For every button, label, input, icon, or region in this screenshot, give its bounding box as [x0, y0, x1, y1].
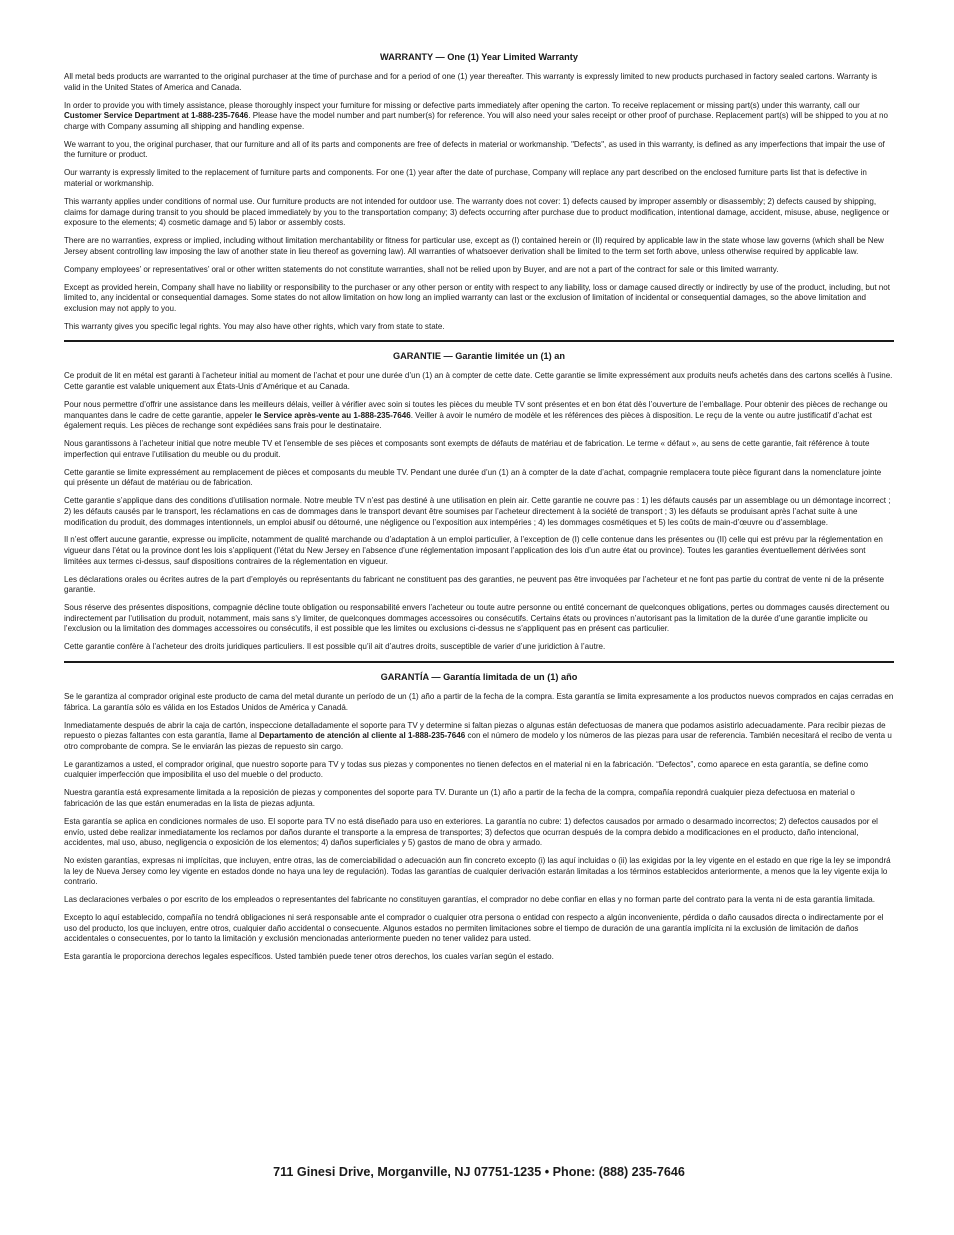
paragraph-coverage: All metal beds products are warranted to the original purchaser at the time of purchase and for a period of one (1) year thereafter. This warranty is expressly limited to new products purchased in factory sealed cartons. Warranty is valid in the United States of America and Canada.	[64, 72, 878, 92]
section-divider	[64, 661, 894, 663]
paragraph-coverage: Se le garantiza al comprador original este producto de cama del metal durante un período de un (1) año a partir de la fecha de la compra. Esta garantía se limita expresamente a los productos nuevos comprados en cajas cerradas en fábrica. La garantía sólo es válida en los Estados Unidos de América y Canadá.	[64, 692, 894, 712]
paragraph-defects: We warrant to you, the original purchaser, that our furniture and all of its parts and components are free of defects in material or workmanship. "Defects", as used in this warranty, is defined as any imperfections that impair the use of the furniture or product.	[64, 139, 885, 160]
paragraph-assistance: In order to provide you with timely assistance, please thoroughly inspect your furniture for missing or defective parts immediately after opening the carton. To receive replacement or missing part(s) under this warranty, call our Customer Service Department at 1-888-235-7646. Please have the model number and part number(s) for reference. You will also need your sales receipt or other proof of purchase. Replacement part(s) will be shipped to you at no charge with Company assuming all shipping and handling expense.	[64, 100, 888, 131]
warranty-section-spanish	[64, 672, 894, 963]
paragraph-defects: Le garantizamos a usted, el comprador original, que nuestro soporte para TV y todas sus piezas y componentes no tienen defectos en el material ni en la fabricación. “Defectos”, como aparece en esta garantía, se define como cualquier imperfección que imposibilita el uso del mueble o del producto.	[64, 759, 869, 780]
paragraph-statements: Company employees’ or representatives’ oral or other written statements do not constitute warranties, shall not be relied upon by Buyer, and are not a part of the contract for sale or this limited warranty.	[64, 264, 779, 274]
paragraph-exclusions: Esta garantía se aplica en condiciones normales de uso. El soporte para TV no está diseñado para uso en exteriores. La garantía no cubre: 1) defectos causados por armado o desarmado incorrectos; 2) defectos causados por el envío, usted debe realizar inmediatamente los reclamos por daños durante el transporte a la empresa de transportes; 3) defectos que ocurran después de la compra debido a modificaciones en el producto, daño intencional, accidentes, mal uso, abuso, negligencia o exposición de los elementos; 4) daños superficiales y 5) gastos de mano de obra y armado.	[64, 816, 878, 848]
paragraph-replacement: Cette garantie se limite expressément au remplacement de pièces et composants du meuble TV. Pendant une durée d’un (1) an à compter de la date d’achat, compagnie remplacera toute pièce figurant dans la nomenclature jointe qui présente un défaut de matériau ou de fabrication.	[64, 467, 882, 488]
paragraph-legal-rights: Esta garantía le proporciona derechos legales específicos. Usted también puede tener otros derechos, los cuales varían según el estado.	[64, 952, 554, 962]
paragraph-liability: Sous réserve des présentes dispositions, compagnie décline toute obligation ou responsabilité envers l’acheteur ou toute autre personne ou entité concernant de quelconques obligations, pertes ou dommages causés directement ou indirectement par l’utilisation du produit, notamment, mais sans s’y limiter, de quelconques dommages accessoires ou consécutifs. Certains états ou provinces n’autorisant pas la limitation de la durée d’une garantie implicite ou l’exclusion ou la limitation des dommages accessoires ou consécutifs, il est possible que les limites ou exclusions ci-dessus ne s’appliquent pas en présent cas particulier.	[64, 603, 890, 634]
company-address-footer: 711 Ginesi Drive, Morganville, NJ 07751-1235 • Phone: (888) 235-7646	[273, 1165, 685, 1179]
paragraph-liability: Except as provided herein, Company shall have no liability or responsibility to the purchaser or any other person or entity with respect to any liability, loss or damage caused directly or indirectly by use of the product, including, but not limited to, any incidental or consequential damages. Some states do not allow limitation on how long an implied warranty can last or the exclusion of limitation of incidental or consequential damages, so the above limitation and exclusion may not apply to you.	[64, 282, 890, 313]
paragraph-statements: Les déclarations orales ou écrites autres de la part d’employés ou représentants du fabricant ne constituent pas des garanties, ne peuvent pas être invoquées par l’acheteur et ne font pas partie du contrat de vente ni de la présente garantie.	[64, 574, 884, 595]
paragraph-liability: Excepto lo aquí establecido, compañía no tendrá obligaciones ni será responsable ante el comprador o cualquier otra persona o entidad con respecto a algún inconveniente, pérdida o daño causados directa o indirectamente por el uso del producto, los que incluyen, entre otros, cualquier daño accidental o consecuente. Algunos estados no permiten limitaciones sobre el tiempo de duración de una garantía implícita ni la exclusión de limitación de daños accidentales o consecuentes, por lo tanto la limitación y exclusión mencionadas anteriormente pueden no tener validez para usted.	[64, 913, 884, 944]
paragraph-replacement: Nuestra garantía está expresamente limitada a la reposición de piezas y componentes del soporte para TV. Durante un (1) año a partir de la fecha de la compra, compañía repondrá cualquier pieza defectuosa en material o fabricación de las que están enumeradas en la lista de piezas adjunta.	[64, 788, 855, 808]
paragraph-exclusions: This warranty applies under conditions of normal use. Our furniture products are not intended for outdoor use. The warranty does not cover: 1) defects caused by improper assembly or disassembly; 2) defects caused by shipping, claims for damage during transit to you should be placed immediately by you to the transportation company; 3) defects occurring after purchase due to product modification, intentional damage, accident, misuse, abuse, negligence or exposure to the elements; 4) cosmetic damage and 5) labor or assembly costs.	[64, 196, 890, 228]
paragraph-exclusions: Cette garantie s’applique dans des conditions d’utilisation normale. Notre meuble TV n’est pas destiné à une utilisation en plein air. Cette garantie ne couvre pas : 1) les défauts causés par un assemblage ou un démontage incorrect ; 2) les défauts causés par le transport, les réclamations en cas de dommages dans le transport devant être soumises par l’acheteur directement à la société de transport ; 3) les défauts se produisant après l’achat suite à une modification du produit, des dommages intentionnels, un emploi abusif ou détourné, une négligence ou l’exposition aux intempéries ; 4) les dommages cosmétiques et 5) les coûts de main-d’œuvre ou d’assemblage.	[64, 496, 891, 527]
section-title-french: GARANTIE — Garantie limitée un (1) an	[392, 351, 566, 362]
paragraph-assistance: Pour nous permettre d’offrir une assistance dans les meilleurs délais, veiller à vérifier avec soin si toutes les pièces du meuble TV sont présentes et en bon état dès l’ouverture de l’emballage. Pour obtenir des pièces de rechange ou manquantes dans le cadre de cette garantie, appeler le Service après-vente au 1-888-235-7646. Veiller à avoir le numéro de modèle et les références des pièces à disposition. Le reçu de la vente ou autre justificatif d’achat est également requis. Les pièces de rechange sont expédiées sans frais pour le destinataire.	[64, 399, 888, 431]
customer-service-phone: Departamento de atención al cliente al 1-888-235-7646	[259, 731, 466, 741]
paragraph-assistance: Inmediatamente después de abrir la caja de cartón, inspeccione detalladamente el soporte para TV y determine si faltan piezas o algunas están defectuosas de manera que podamos asistirlo adecuadamente. Para recibir piezas de repuesto o piezas faltantes con esta garantía, llame al Departamento de atención al cliente al 1-888-235-7646 con el número de modelo y los números de las piezas para usar de referencia. También necesitará el recibo de venta u otro comprobante de compra. Se le enviarán las piezas de repuesto sin cargo.	[64, 720, 892, 751]
paragraph-implied-warranties: No existen garantías, expresas ni implícitas, que incluyen, entre otras, las de comerciabilidad o adecuación aun fin concreto excepto (i) las aquí incluidas o (ii) las exigidas por la ley vigente en el estado en que rige la ley se impondrá la ley de Nueva Jersey como ley vigente en estados donde no haya una ley de regulación). Todas las garantías de cualquier derivación estarán limitadas a los términos establecidos anteriormente, a menos que la ley vigente exija lo contrario.	[64, 856, 891, 887]
warranty-section-french	[64, 351, 894, 653]
paragraph-legal-rights: This warranty gives you specific legal rights. You may also have other rights, which vary from state to state.	[64, 321, 445, 331]
paragraph-defects: Nous garantissons à l’acheteur initial que notre meuble TV et l’ensemble de ses pièces et composants sont exempts de défauts de matériau et de fabrication. Le terme « défaut », au sens de cette garantie, fait référence à toute imperfection qui entrave l’utilisation du meuble ou du produit.	[64, 439, 870, 459]
section-title-english: WARRANTY — One (1) Year Limited Warranty	[380, 52, 578, 62]
paragraph-replacement: Our warranty is expressly limited to the replacement of furniture parts and components. For one (1) year after the date of purchase, Company will replace any part described on the enclosed furniture parts list that is defective in material or workmanship.	[64, 168, 867, 188]
paragraph-statements: Las declaraciones verbales o por escrito de los empleados o representantes del fabricante no constituyen garantías, el comprador no debe confiar en ellas y no forman parte del contrato para la venta ni de esta garantía limitada.	[64, 895, 875, 905]
paragraph-implied-warranties: Il n’est offert aucune garantie, expresse ou implicite, notamment de qualité marchande ou d’adaptation à un emploi particulier, à l’exception de (I) celle contenue dans les présentes ou (II) celle qui est prévu par la réglementation en vigueur dans l’état ou la province dont les lois s’appliquent (l’état du New Jersey en l’absence d’une réglementation imposant l’application des lois d’un autre état ou province). Toutes les garanties éventuellement dérivées sont limitées aux termes ci-dessus, sauf dispositions contraires de la réglementation en vigueur.	[64, 535, 883, 566]
customer-service-phone: Customer Service Department at 1-888-235-7646	[64, 111, 249, 121]
customer-service-phone: le Service après-vente au 1-888-235-7646	[254, 410, 411, 420]
paragraph-implied-warranties: There are no warranties, express or implied, including without limitation merchantability or fitness for particular use, except as (I) contained herein or (II) required by applicable law in the state whose law governs (which shall be New Jersey absent controlling law imposing the law of another state in lieu thereof as governing law). All warranties of whatsoever derivation shall be limited to the term set forth above, unless otherwise required by applicable law.	[64, 236, 884, 256]
section-divider	[64, 340, 894, 342]
section-title-spanish: GARANTÍA — Garantía limitada de un (1) año	[380, 672, 578, 682]
paragraph-legal-rights: Cette garantie confère à l’acheteur des droits juridiques particuliers. Il est possible qu’il ait d’autres droits, susceptible de varier d’une juridiction à l’autre.	[64, 642, 606, 652]
paragraph-coverage: Ce produit de lit en métal est garanti à l’acheteur initial au moment de l’achat et pour une durée d’un (1) an à compter de cette date. Cette garantie se limite expressément aux produits neufs achetés dans des cartons scellés à l’usine. Cette garantie est valable uniquement aux États-Unis d’Amérique et au Canada.	[64, 371, 893, 391]
warranty-section-english	[64, 52, 894, 332]
